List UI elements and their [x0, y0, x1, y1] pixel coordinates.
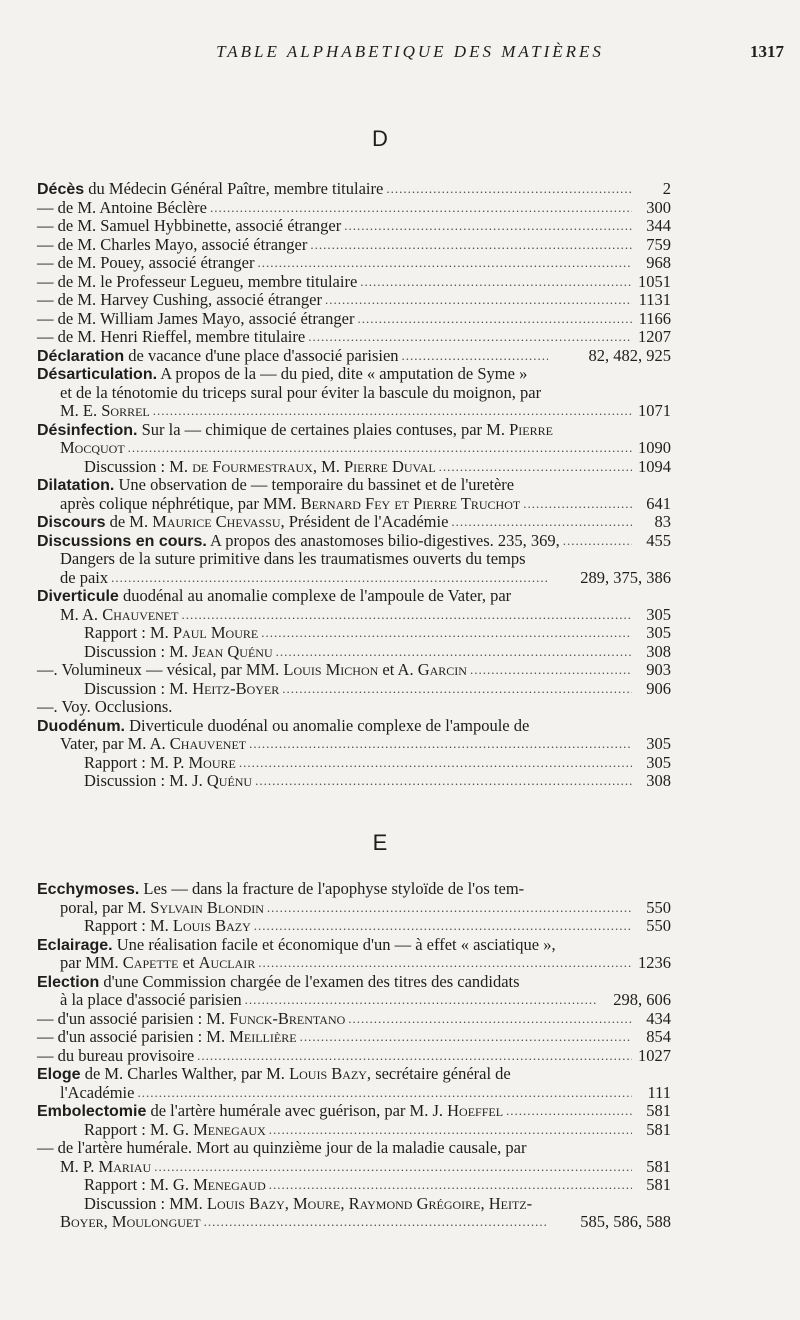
- entry-description: Discussion : M.: [84, 641, 193, 661]
- entry-description: —. Voy. Occlusions.: [37, 697, 173, 716]
- entry-text: [37, 365, 527, 384]
- page-reference: 1094: [638, 456, 671, 476]
- leader-dots: [255, 772, 632, 791]
- page-reference: 1027: [638, 1045, 671, 1065]
- entry-description: Rapport : M.: [84, 916, 173, 935]
- author-name: Louis Michon: [283, 660, 379, 679]
- leader-dots: [269, 1176, 632, 1195]
- entry-keyword: Eloge: [37, 1066, 81, 1083]
- entry-description: — de l'artère humérale. Mort au quinzième jour de la maladie causale, par: [37, 1138, 527, 1157]
- entry-description: Rapport : M.: [84, 623, 173, 642]
- index-entry-line: [37, 458, 671, 477]
- entry-description: et de la ténotomie du triceps sural pour éviter la bascule du moignon, par: [60, 382, 542, 402]
- index-entry-line: [37, 569, 671, 588]
- entry-text: [37, 310, 355, 329]
- author-name: de Fourmestraux, M. Pierre Duval: [192, 456, 436, 476]
- entry-text: [60, 1158, 151, 1177]
- entry-description: Les — dans la fracture de l'apophyse styloïde de l'os tem-: [139, 879, 525, 898]
- entry-description-cont: et A.: [378, 660, 418, 679]
- index-section-d: [37, 180, 671, 791]
- entry-keyword: Diverticule: [37, 588, 119, 605]
- entry-text: [37, 532, 560, 551]
- leader-dots: [261, 624, 632, 643]
- index-entry-line: [37, 1121, 671, 1140]
- entry-description: du Médecin Général Paître, membre titulaire: [84, 179, 384, 198]
- page-reference: 581: [646, 1175, 671, 1194]
- author-name: Jean Quénu: [192, 641, 273, 661]
- entry-description: Discussion : M. J.: [84, 771, 207, 790]
- index-entry-line: [37, 624, 671, 643]
- index-entry-line: [37, 217, 671, 236]
- entry-description: Dangers de la suture primitive dans les traumatismes ouverts du temps: [60, 549, 526, 568]
- leader-dots: [282, 680, 632, 699]
- index-entry-line: [37, 698, 671, 717]
- index-entry-line: [37, 606, 671, 625]
- page-reference: 305: [646, 604, 671, 624]
- entry-keyword: Eclairage.: [37, 936, 113, 954]
- section-letter-d: D: [372, 126, 388, 151]
- page-reference: 305: [646, 752, 671, 772]
- entry-text: [60, 606, 179, 625]
- page-reference: 298, 606: [613, 990, 671, 1009]
- page-reference: 581: [646, 1156, 671, 1176]
- leader-dots: [523, 495, 632, 514]
- page-reference: 434: [646, 1008, 671, 1028]
- entry-text: [37, 199, 207, 218]
- entry-description: — de M. Pouey, associé étranger: [37, 253, 255, 272]
- leader-dots: [563, 532, 632, 551]
- page-reference: 641: [646, 493, 671, 513]
- page-reference: 903: [646, 660, 671, 679]
- entry-text: [37, 291, 322, 310]
- page-reference: 305: [646, 734, 671, 753]
- entry-description: — de M. William James Mayo, associé étranger: [37, 308, 355, 328]
- entry-description: de vacance d'une place d'associé parisien: [124, 345, 399, 365]
- entry-text: [37, 476, 514, 495]
- index-entry-line: [37, 550, 671, 569]
- leader-dots: [276, 643, 632, 662]
- index-entry-line: [37, 347, 671, 366]
- index-entry-line: [37, 513, 671, 532]
- entry-keyword: Election: [37, 973, 100, 991]
- entry-keyword: Désinfection.: [37, 421, 138, 439]
- page-reference: 2: [662, 179, 671, 198]
- entry-keyword: Embolectomie: [37, 1103, 147, 1120]
- page-reference: 1236: [638, 953, 671, 972]
- entry-description: — de M. Charles Mayo, associé étranger: [37, 234, 308, 254]
- entry-text: [37, 347, 399, 366]
- index-section-e: [37, 880, 671, 1232]
- entry-description: Diverticule duodénal ou anomalie complexe de l'ampoule de: [125, 715, 530, 735]
- entry-description: —. Volumineux — vésical, par MM.: [37, 660, 284, 679]
- entry-text: [60, 954, 255, 973]
- entry-text: [60, 495, 520, 514]
- entry-text: [37, 1102, 503, 1121]
- entry-text: [84, 1195, 532, 1214]
- page-reference: 581: [646, 1119, 671, 1139]
- entry-text: [37, 587, 511, 606]
- page-reference: 308: [646, 771, 671, 790]
- page-reference: 111: [647, 1082, 671, 1102]
- index-entry-line: [37, 973, 671, 992]
- author-name: Meillière: [229, 1027, 297, 1046]
- entry-description: Discussion : MM.: [84, 1193, 207, 1213]
- entry-description: — de M. Harvey Cushing, associé étranger: [37, 290, 323, 309]
- page-reference: 759: [646, 234, 671, 254]
- entry-text: [60, 569, 108, 588]
- entry-text: [37, 661, 467, 680]
- entry-description: duodénal au anomalie complexe de l'ampoule de Vater, par: [118, 586, 512, 605]
- section-letter-e: E: [372, 830, 388, 855]
- entry-text: [37, 1139, 527, 1158]
- entry-description: de M.: [105, 512, 153, 531]
- leader-dots: [402, 347, 548, 366]
- index-entry-line: [37, 495, 671, 514]
- leader-dots: [344, 217, 632, 236]
- page-reference: 83: [654, 512, 671, 531]
- leader-dots: [182, 606, 632, 625]
- page-reference: 344: [646, 216, 671, 235]
- leader-dots: [439, 458, 632, 477]
- entry-text: [37, 236, 307, 255]
- entry-description-cont: et: [178, 953, 199, 972]
- entry-keyword: Déclaration: [37, 347, 125, 365]
- author-name: Funck-Brentano: [229, 1008, 346, 1028]
- index-entry-line: [37, 1010, 671, 1029]
- page-reference: 1051: [638, 271, 671, 291]
- leader-dots: [153, 402, 632, 421]
- entry-description: — du bureau provisoire: [37, 1045, 195, 1065]
- index-entry-line: [37, 532, 671, 551]
- leader-dots: [254, 917, 632, 936]
- index-entry-line: [37, 661, 671, 680]
- author-name: Chauvenet: [169, 734, 247, 753]
- entry-description: Vater, par M. A.: [60, 734, 170, 753]
- entry-text: [37, 273, 357, 292]
- entry-description: Sur la — chimique de certaines plaies contuses, par M.: [137, 419, 510, 439]
- entry-text: [60, 1213, 201, 1232]
- leader-dots: [470, 661, 632, 680]
- index-entry-line: [37, 421, 671, 440]
- entry-description: de l'artère humérale avec guérison, par M. J.: [146, 1101, 448, 1120]
- entry-text: [37, 421, 553, 440]
- index-entry-line: [37, 643, 671, 662]
- author-name: Paul Moure: [172, 623, 259, 642]
- entry-description: Rapport : M. P.: [84, 752, 189, 772]
- page-reference: 1071: [638, 401, 671, 420]
- leader-dots: [358, 310, 633, 329]
- author-name: Sorrel: [101, 401, 150, 420]
- entry-text: [37, 254, 255, 273]
- entry-description: l'Académie: [60, 1082, 135, 1102]
- index-entry-line: [37, 236, 671, 255]
- leader-dots: [137, 1084, 632, 1103]
- leader-dots: [239, 754, 632, 773]
- author-name: Heitz-Boyer: [192, 678, 280, 698]
- leader-dots: [360, 273, 632, 292]
- leader-dots: [308, 328, 632, 347]
- entry-description: — d'un associé parisien : M.: [37, 1027, 230, 1046]
- page-reference: 585, 586, 588: [580, 1212, 671, 1231]
- page-reference: 1090: [638, 438, 671, 457]
- entry-text: [37, 1028, 297, 1047]
- page-reference: 581: [646, 1101, 671, 1120]
- author-name: Hoeffel: [447, 1101, 504, 1120]
- entry-keyword: Duodénum.: [37, 717, 125, 735]
- entry-text: [60, 735, 246, 754]
- entry-description: Rapport : M. G.: [84, 1175, 194, 1194]
- entry-text: [60, 384, 541, 403]
- entry-description: M. A.: [60, 604, 103, 624]
- entry-keyword: Discussions en cours.: [37, 532, 207, 550]
- entry-text: [60, 899, 264, 918]
- index-entry-line: [37, 476, 671, 495]
- entry-description: — de M. Henri Rieffel, membre titulaire: [37, 327, 306, 346]
- leader-dots: [267, 899, 632, 918]
- entry-description: de paix: [60, 567, 109, 587]
- entry-description: A propos de la — du pied, dite « amputation de Syme »: [157, 364, 528, 383]
- index-entry-line: [37, 273, 671, 292]
- index-entry-line: [37, 328, 671, 347]
- page-reference: 82, 482, 925: [588, 345, 671, 365]
- entry-description: poral, par M.: [60, 897, 151, 917]
- page-reference: 968: [646, 253, 671, 272]
- index-entry-line: [37, 1028, 671, 1047]
- index-entry-line: [37, 402, 671, 421]
- entry-text: [37, 698, 172, 717]
- entry-text: [84, 1121, 266, 1140]
- page-reference: 854: [646, 1027, 671, 1046]
- entry-text: [84, 680, 279, 699]
- leader-dots: [258, 954, 632, 973]
- entry-description: par MM.: [60, 953, 123, 972]
- index-entry-line: [37, 180, 671, 199]
- entry-text: [84, 917, 251, 936]
- index-entry-line: [37, 772, 671, 791]
- page-reference: 289, 375, 386: [580, 567, 671, 587]
- entry-text: [60, 550, 526, 569]
- leader-dots: [154, 1158, 632, 1177]
- entry-description: Une réalisation facile et économique d'un — à effet « asciatique »,: [112, 934, 556, 954]
- index-entry-line: [37, 954, 671, 973]
- leader-dots: [348, 1010, 632, 1029]
- entry-keyword: Désarticulation.: [37, 366, 158, 383]
- entry-keyword: Ecchymoses.: [37, 881, 140, 898]
- page-reference: 455: [646, 530, 671, 550]
- index-entry-line: [37, 291, 671, 310]
- entry-description: — de M. le Professeur Legueu, membre titulaire: [37, 271, 358, 291]
- index-entry-line: [37, 1047, 671, 1066]
- entry-text: [37, 717, 529, 736]
- page-reference: 308: [646, 641, 671, 661]
- leader-dots: [258, 254, 633, 273]
- index-entry-line: [37, 199, 671, 218]
- author-name-2: Auclair: [198, 953, 256, 972]
- author-name: Moure: [188, 752, 236, 772]
- entry-keyword: Dilatation.: [37, 477, 115, 494]
- index-entry-line: [37, 254, 671, 273]
- page-reference: 300: [646, 197, 671, 217]
- index-entry-line: [37, 1084, 671, 1103]
- leader-dots: [269, 1121, 632, 1140]
- author-name: Louis Bazy, Moure, Raymond Grégoire, Heitz-: [206, 1193, 533, 1213]
- page-reference: 305: [646, 623, 671, 642]
- author-name: Sylvain Blondin: [150, 897, 264, 917]
- entry-description: M. P.: [60, 1156, 99, 1176]
- index-entry-line: [37, 880, 671, 899]
- leader-dots: [506, 1102, 632, 1121]
- leader-dots: [245, 991, 598, 1010]
- author-name: Mocquot: [60, 438, 125, 457]
- entry-description: de M. Charles Walther, par M.: [80, 1064, 290, 1083]
- page-number: 1317: [750, 42, 784, 61]
- author-name: Menegaud: [193, 1175, 266, 1194]
- page-reference: 906: [646, 678, 671, 698]
- index-entry-line: [37, 754, 671, 773]
- entry-text: [60, 439, 125, 458]
- entry-text: [37, 1010, 345, 1029]
- entry-keyword: Décès: [37, 181, 85, 198]
- entry-text: [84, 624, 258, 643]
- entry-text: [84, 643, 273, 662]
- entry-description: — de M. Antoine Béclère: [37, 197, 207, 217]
- leader-dots: [111, 569, 548, 588]
- entry-text: [37, 180, 383, 199]
- author-name: Louis Bazy,: [289, 1064, 372, 1083]
- entry-keyword: Discours: [37, 514, 106, 531]
- leader-dots: [210, 199, 632, 218]
- page-reference: 550: [646, 916, 671, 935]
- author-name: Quénu: [206, 771, 253, 790]
- entry-description: — d'un associé parisien : M.: [37, 1008, 230, 1028]
- leader-dots: [325, 291, 632, 310]
- author-name: Pierre: [509, 419, 553, 439]
- entry-text: [37, 1065, 511, 1084]
- author-name: Maurice Chevassu,: [152, 512, 285, 531]
- leader-dots: [451, 513, 632, 532]
- page-reference: 550: [646, 897, 671, 917]
- running-title: TABLE ALPHABETIQUE DES MATIÈRES: [216, 42, 604, 61]
- index-entry-line: [37, 936, 671, 955]
- leader-dots: [386, 180, 632, 199]
- entry-text: [37, 217, 341, 236]
- leader-dots: [197, 1047, 632, 1066]
- entry-description: M. E.: [60, 401, 102, 420]
- index-entry-line: [37, 1176, 671, 1195]
- index-entry-line: [37, 439, 671, 458]
- entry-description: après colique néphrétique, par MM.: [60, 493, 301, 513]
- entry-text: [60, 402, 150, 421]
- index-entry-line: [37, 1158, 671, 1177]
- page-header: [40, 38, 784, 66]
- index-entry-line: [37, 1213, 671, 1232]
- index-entry-line: [37, 1102, 671, 1121]
- index-entry-line: [37, 917, 671, 936]
- leader-dots: [310, 236, 632, 255]
- index-entry-line: [37, 365, 671, 384]
- entry-text: [84, 772, 252, 791]
- entry-text: [37, 936, 556, 955]
- entry-text: [84, 458, 436, 477]
- page-reference: 1207: [638, 327, 671, 346]
- entry-text: [37, 328, 305, 347]
- entry-description-cont: Président de l'Académie: [284, 512, 449, 531]
- index-entry-line: [37, 1195, 671, 1214]
- author-name: Mariau: [98, 1156, 152, 1176]
- index-entry-line: [37, 735, 671, 754]
- entry-text: [37, 513, 448, 532]
- entry-description-cont: secrétaire général de: [371, 1064, 511, 1083]
- index-entry-line: [37, 384, 671, 403]
- author-name: Menegaux: [193, 1119, 266, 1139]
- entry-text: [84, 1176, 266, 1195]
- entry-description: d'une Commission chargée de l'examen des titres des candidats: [99, 971, 520, 991]
- author-name: Chauvenet: [102, 604, 179, 624]
- author-name: Capette: [122, 953, 179, 972]
- leader-dots: [249, 735, 632, 754]
- index-entry-line: [37, 310, 671, 329]
- index-entry-line: [37, 991, 671, 1010]
- author-name: Louis Bazy: [172, 916, 251, 935]
- entry-text: [84, 754, 236, 773]
- entry-description: à la place d'associé parisien: [60, 990, 242, 1009]
- author-name-2: Garcin: [417, 660, 467, 679]
- index-entry-line: [37, 899, 671, 918]
- entry-description: Discussion : M.: [84, 678, 193, 698]
- index-entry-line: [37, 1065, 671, 1084]
- entry-description: Discussion : M.: [84, 456, 193, 476]
- entry-description: — de M. Samuel Hybbinette, associé étranger: [37, 216, 342, 235]
- leader-dots: [204, 1213, 548, 1232]
- index-entry-line: [37, 587, 671, 606]
- page-reference: 1166: [638, 308, 671, 328]
- entry-text: [37, 880, 524, 899]
- entry-text: [60, 1084, 134, 1103]
- leader-dots: [300, 1028, 632, 1047]
- entry-description: A propos des anastomoses bilio-digestives. 235, 369,: [206, 530, 560, 550]
- entry-description: Rapport : M. G.: [84, 1119, 194, 1139]
- index-entry-line: [37, 680, 671, 699]
- index-entry-line: [37, 1139, 671, 1158]
- entry-text: [37, 1047, 194, 1066]
- author-name: Boyer, Moulonguet: [60, 1212, 201, 1231]
- author-name: Bernard Fey et Pierre Truchot: [300, 493, 521, 513]
- page-reference: 1131: [638, 290, 671, 309]
- entry-text: [60, 991, 242, 1010]
- leader-dots: [128, 439, 632, 458]
- entry-description: Une observation de — temporaire du bassinet et de l'uretère: [114, 475, 515, 494]
- entry-text: [37, 973, 520, 992]
- index-entry-line: [37, 717, 671, 736]
